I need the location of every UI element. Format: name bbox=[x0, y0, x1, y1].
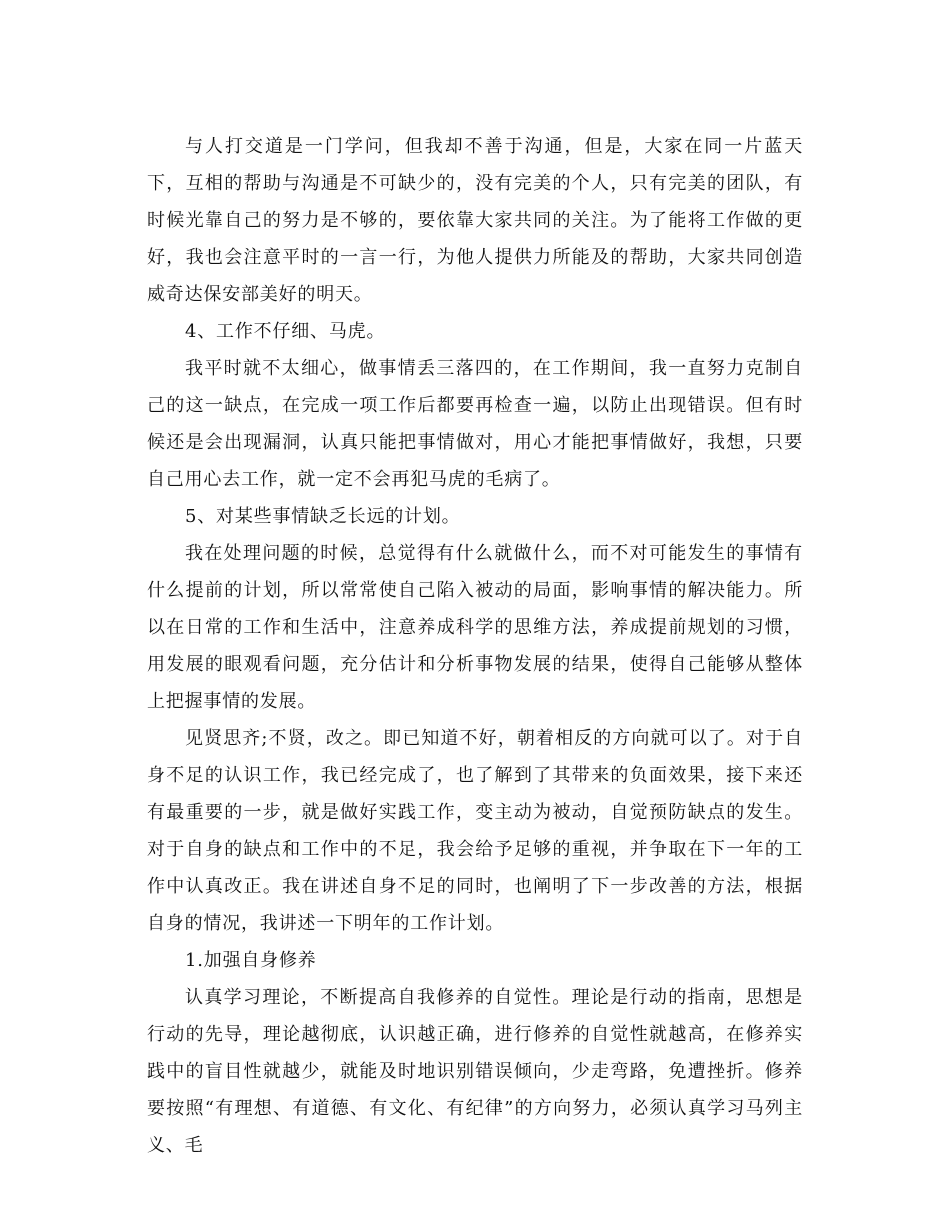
heading-plan-1: 1.加强自身修养 bbox=[185, 950, 317, 971]
paragraph-study-theory: 认真学习理论，不断提高自我修养的自觉性。理论是行动的指南，思想是行动的先导，理论越彻底，认识越正确，进行修养的自觉性就越高，在修养实践中的盲目性就越少，就能及时地识别错误倾向，少走弯路，免遭挫折。修养要按照“有理想、有道德、有文化、有纪律”的方向努力，必须认真学习马列主义、毛 bbox=[147, 987, 803, 1156]
heading-item-5: 5、对某些事情缺乏长远的计划。 bbox=[185, 506, 461, 527]
paragraph-planning: 我在处理问题的时候，总觉得有什么就做什么，而不对可能发生的事情有什么提前的计划，所以常常使自己陷入被动的局面，影响事情的解决能力。所以在日常的工作和生活中，注意养成科学的思维方法，养成提前规划的习惯，用发展的眼观看问题，充分估计和分析事物发展的结果，使得自己能够从整体上把握事情的发展。 bbox=[147, 543, 803, 712]
heading-item-4: 4、工作不仔细、马虎。 bbox=[185, 321, 386, 342]
paragraph-carelessness: 我平时就不太细心，做事情丢三落四的，在工作期间，我一直努力克制自己的这一缺点，在完成一项工作后都要再检查一遍，以防止出现错误。但有时候还是会出现漏洞，认真只能把事情做对，用心才能把事情做好，我想，只要自己用心去工作，就一定不会再犯马虎的毛病了。 bbox=[147, 358, 803, 490]
paragraph-self-reflection: 见贤思齐;不贤，改之。即已知道不好，朝着相反的方向就可以了。对于自身不足的认识工作，我已经完成了，也了解到了其带来的负面效果，接下来还有最重要的一步，就是做好实践工作，变主动为被动，自觉预防缺点的发生。对于自身的缺点和工作中的不足，我会给予足够的重视，并争取在下一年的工作中认真改正。我在讲述自身不足的同时，也阐明了下一步改善的方法，根据自身的情况，我讲述一下明年的工作计划。 bbox=[147, 728, 803, 934]
document-body bbox=[147, 128, 803, 1164]
paragraph-communication: 与人打交道是一门学问，但我却不善于沟通，但是，大家在同一片蓝天下，互相的帮助与沟通是不可缺少的，没有完美的个人，只有完美的团队，有时候光靠自己的努力是不够的，要依靠大家共同的关注。为了能将工作做的更好，我也会注意平时的一言一行，为他人提供力所能及的帮助，大家共同创造威奇达保安部美好的明天。 bbox=[147, 136, 803, 305]
